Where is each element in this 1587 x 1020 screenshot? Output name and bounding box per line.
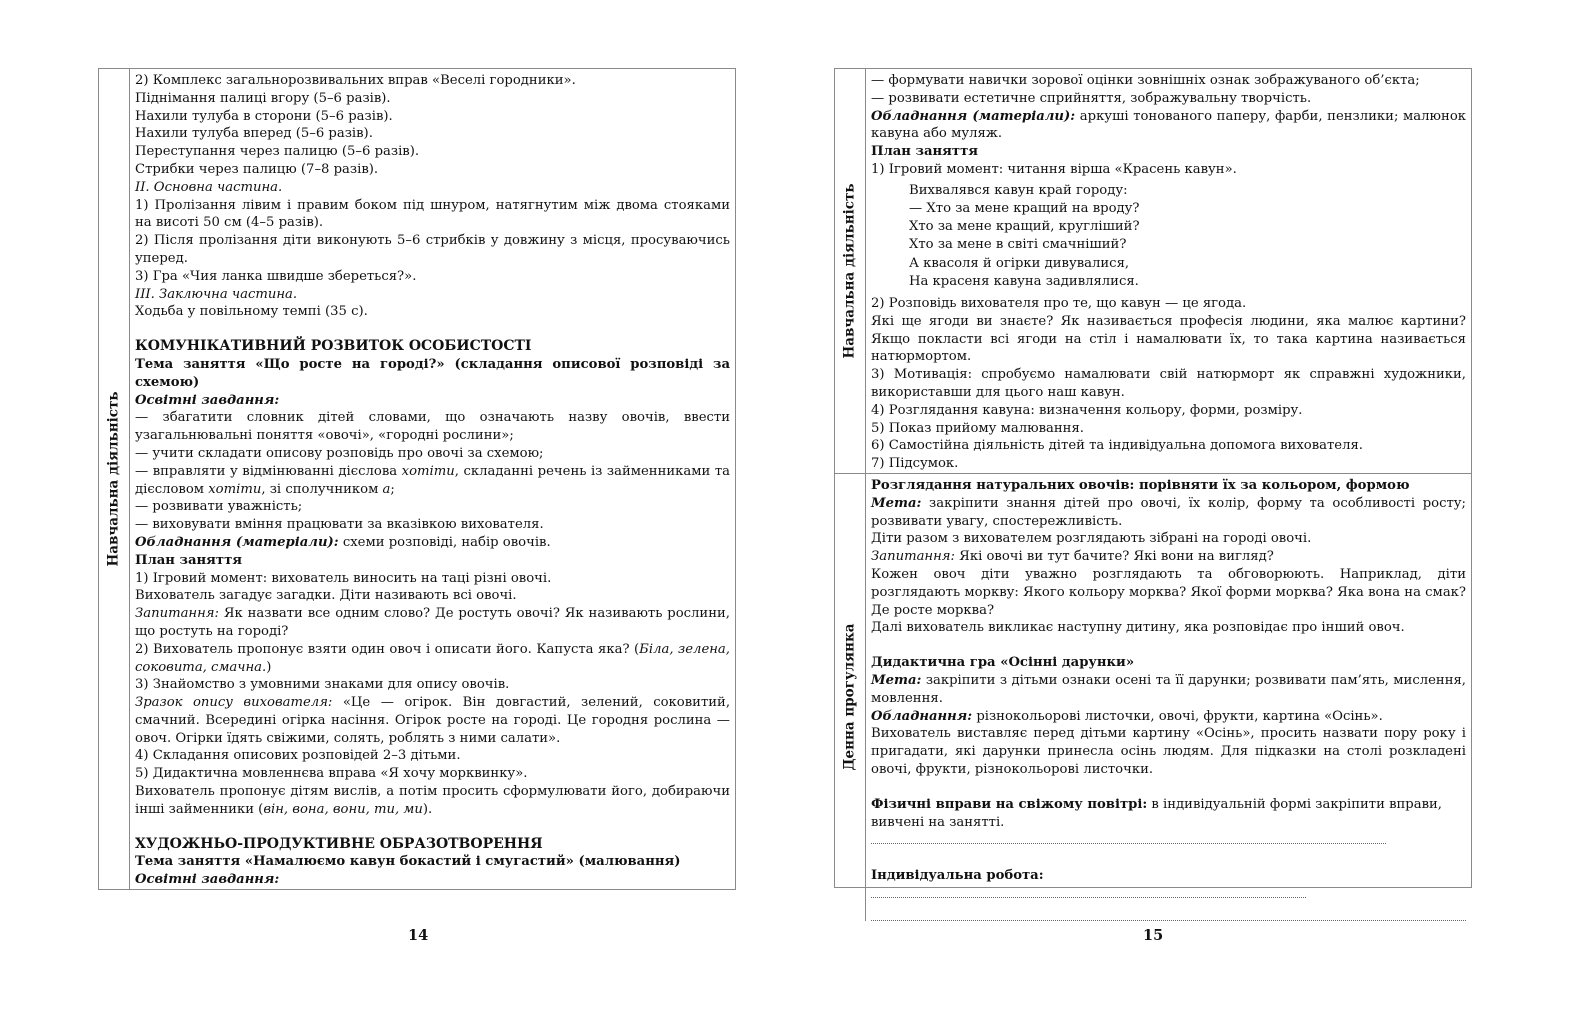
text-line: 2) Комплекс загальнорозвивальних вправ «Веселі городники». bbox=[135, 73, 576, 88]
text-line: Вихователь виставляє перед дітьми картину «Осінь», просить назвати пору року і пригадати, які дарунки принесла осінь людям. Для підказки на столі розкладені овочі, фрукти, різнокольорові листочки. bbox=[871, 726, 1466, 777]
poem-line: На красеня кавуна задивлялися. bbox=[909, 273, 1139, 289]
page-number-right: 15 bbox=[1143, 927, 1164, 944]
text-line: 3) Гра «Чия ланка швидше збереться?». bbox=[135, 268, 417, 284]
lesson-theme: Тема заняття «Намалюємо кавун бокастий і смугастий» (малювання) bbox=[135, 854, 681, 870]
text-line: Нахили тулуба вперед (5–6 разів). bbox=[135, 126, 373, 142]
side-label-learning: Навчальна діяльність bbox=[105, 391, 122, 567]
fill-line bbox=[871, 904, 1466, 921]
activity-title: Розглядання натуральних овочів: порівняти їх за кольором, формою bbox=[871, 478, 1410, 493]
right-side-column-top bbox=[835, 69, 866, 473]
text-line: 6) Самостійна діяльність дітей та індивідуальна допомога вихователя. bbox=[871, 438, 1363, 454]
page-number-left: 14 bbox=[408, 927, 429, 944]
tasks-label: Освітні завдання: bbox=[135, 392, 280, 408]
side-label-learning: Навчальна діяльність bbox=[841, 183, 858, 359]
text-line: 2) Розповідь вихователя про те, що кавун — це ягода. bbox=[871, 296, 1247, 311]
poem-line: Хто за мене кращий, кругліший? bbox=[909, 219, 1140, 235]
equipment-line: Обладнання: різнокольорові листочки, овочі, фрукти, картина «Осінь». bbox=[871, 708, 1383, 724]
text-line: Які ще ягоди ви знаєте? Як називається професія людини, яка малює картини? Якщо покласти всі ягоди на стіл і намалювати їх, то така картина називається натюрмортом. bbox=[871, 313, 1466, 365]
text-line: 1) Ігровий момент: вихователь виносить на таці різні овочі. bbox=[135, 570, 552, 586]
section-subheading: ІІІ. Заключна частина. bbox=[135, 286, 298, 302]
text-line: — учити складати описову розповідь про овочі за схемою; bbox=[135, 445, 544, 461]
text-line: Переступання через палицю (5–6 разів). bbox=[135, 144, 420, 160]
lesson-theme: Тема заняття «Що росте на городі?» (складання описової розповіді за схемою) bbox=[135, 356, 730, 390]
text-line: 5) Показ прийому малювання. bbox=[871, 420, 1084, 436]
text-line: — збагатити словник дітей словами, що означають назву овочів, ввести узагальнювальні поняття «овочі», «городні рослини»; bbox=[135, 410, 730, 444]
sample-line: Зразок опису вихователя: «Це — огірок. Він довгастий, зелений, соковитий, смачний. Всередині огірка насіння. Огірок росте на городі. Це городня рослина — овоч. Огірки їдять свіжими, солять, роблять з ними салати». bbox=[135, 695, 731, 746]
right-bottom-content bbox=[866, 474, 1471, 921]
text-line: — формувати навички зорової оцінки зовнішніх ознак зображуваного об’єкта; bbox=[871, 73, 1420, 88]
tasks-label: Освітні завдання: bbox=[135, 872, 280, 888]
poem-line: Вихвалявся кавун край городу: bbox=[909, 182, 1128, 198]
text-line: 4) Розглядання кавуна: визначення кольору, форми, розміру. bbox=[871, 402, 1303, 418]
goal-line: Мета: закріпити знання дітей про овочі, їх колір, форму та особливості росту; розвивати увагу, спостережливість. bbox=[871, 495, 1466, 529]
question-line: Запитання: Які овочі ви тут бачите? Які вони на вигляд? bbox=[871, 549, 1274, 565]
plan-label: План заняття bbox=[871, 144, 978, 160]
plan-label: План заняття bbox=[135, 552, 242, 568]
text-line: 2) Вихователь пропонує взяти один овоч і описати його. Капуста яка? (Біла, зелена, соковита, смачна.) bbox=[135, 641, 730, 675]
text-line: Кожен овоч діти уважно розглядають та обговорюють. Наприклад, діти розглядають моркву: Якого кольору морква? Якої форми морква? Яка вона на смак? Де росте морква? bbox=[871, 566, 1466, 618]
right-top-content bbox=[866, 69, 1471, 473]
text-line: 1) Ігровий момент: читання вірша «Красень кавун». bbox=[871, 161, 1237, 177]
text-line: 3) Мотивація: спробуємо намалювати свій натюрморт як справжні художники, використавши для цього наш кавун. bbox=[871, 367, 1466, 400]
text-line: — розвивати естетичне сприйняття, зображувальну творчість. bbox=[871, 90, 1312, 106]
poem-line: А квасоля й огірки дивувалися, bbox=[909, 255, 1130, 271]
equipment-line: Обладнання (матеріали): аркуші тонованого паперу, фарби, пензлики; малюнок кавуна або муляж. bbox=[871, 108, 1466, 142]
text-line: 5) Дидактична мовленнєва вправа «Я хочу морквинку». bbox=[135, 766, 528, 782]
right-side-column-bottom bbox=[835, 474, 866, 921]
left-page-frame bbox=[98, 68, 736, 890]
daily-walk-row bbox=[835, 473, 1471, 921]
poem-line: Хто за мене в світі смачніший? bbox=[909, 237, 1127, 253]
physical-exercises-line: Фізичні вправи на свіжому повітрі: в індивідуальній формі закріпити вправи, вивчені на занятті. bbox=[871, 796, 1466, 850]
left-side-column bbox=[99, 69, 130, 889]
question-line: Запитання: Як назвати все одним слово? Де ростуть овочі? Як називають рослини, що ростуть на городі? bbox=[135, 606, 730, 639]
text-line: 4) Складання описових розповідей 2–3 дітьми. bbox=[135, 748, 461, 764]
section-heading-communicative: КОМУНІКАТИВНИЙ РОЗВИТОК ОСОБИСТОСТІ bbox=[135, 338, 532, 355]
text-line: 3) Знайомство з умовними знаками для опису овочів. bbox=[135, 677, 510, 693]
goal-line: Мета: закріпити з дітьми ознаки осені та її дарунки; розвивати пам’ять, мислення, мовлення. bbox=[871, 672, 1466, 706]
text-line: Стрибки через палицю (7–8 разів). bbox=[135, 161, 379, 177]
right-page-frame bbox=[834, 68, 1472, 888]
learning-activity-row bbox=[835, 69, 1471, 473]
text-line: Піднімання палиці вгору (5–6 разів). bbox=[135, 90, 391, 106]
fill-line bbox=[871, 885, 1306, 898]
text-line: — вправляти у відмінюванні дієслова хотіти, складанні речень із займенниками та дієсловом хотіти, зі сполучником а; bbox=[135, 463, 731, 497]
text-line: — розвивати уважність; bbox=[135, 499, 303, 515]
text-line: Діти разом з вихователем розглядають зібрані на городі овочі. bbox=[871, 531, 1312, 547]
game-title: Дидактична гра «Осінні дарунки» bbox=[871, 655, 1135, 671]
section-subheading: ІІ. Основна частина. bbox=[135, 179, 283, 195]
text-line: Нахили тулуба в сторони (5–6 разів). bbox=[135, 108, 393, 124]
text-line: Ходьба у повільному темпі (35 с). bbox=[135, 304, 368, 320]
section-heading-art: ХУДОЖНЬО-ПРОДУКТИВНЕ ОБРАЗОТВОРЕННЯ bbox=[135, 835, 543, 852]
individual-work-line: Індивідуальна робота: bbox=[871, 867, 1466, 904]
left-page-content bbox=[130, 69, 735, 889]
text-line: 7) Підсумок. bbox=[871, 456, 959, 472]
text-line: Вихователь пропонує дітям вислів, а потім просить сформулювати його, добираючи інші займенники (він, вона, вони, ти, ми). bbox=[135, 784, 730, 817]
side-label-walk: Денна прогулянка bbox=[841, 623, 858, 771]
text-line: Вихователь загадує загадки. Діти називають всі овочі. bbox=[135, 588, 517, 604]
text-line: Далі вихователь викликає наступну дитину, яка розповідає про інший овоч. bbox=[871, 620, 1405, 636]
equipment-line: Обладнання (матеріали): схеми розповіді, набір овочів. bbox=[135, 534, 551, 550]
poem bbox=[871, 182, 1466, 291]
text-line: 1) Пролізання лівим і правим боком під шнуром, натягнутим між двома стояками на висоті 50 см (4–5 разів). bbox=[135, 197, 730, 231]
poem-line: — Хто за мене кращий на вроду? bbox=[909, 200, 1140, 216]
text-line: 2) Після пролізання діти виконують 5–6 стрибків у довжину з місця, просуваючись уперед. bbox=[135, 233, 730, 266]
text-line: — виховувати вміння працювати за вказівкою вихователя. bbox=[135, 517, 544, 533]
fill-line bbox=[871, 831, 1386, 844]
